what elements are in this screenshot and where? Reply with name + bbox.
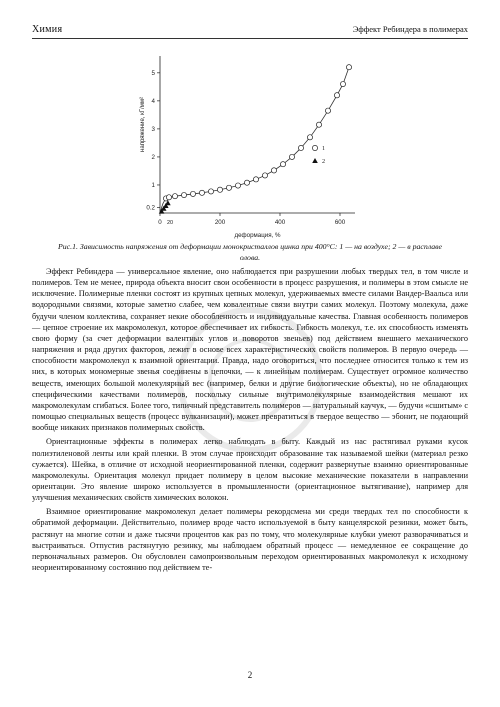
series-1-point <box>208 189 213 194</box>
x-tick-label-minor: 20 <box>166 220 174 226</box>
paragraph: Взаимное ориентирование макромолекул делает полимеры рекордсмена ми среди твердых тел по способности к обратимой деформации. Действительно, полимер вроде часто используемой в быту канцелярской резинки, может быть, растянут на многие сотни и даже тысячи процентов как раз по тому, что молекулярные клубки умеют разворачиваться и выстраиваться. Отпустив растянутую резинку, мы наблюдаем обратный процесс — немедленное ее сокращение до первоначальных размеров. Он обусловлен самопроизвольным переходом ориентированных макромолекул к исходному неориентированному состоянию под действием те- <box>32 507 468 573</box>
x-tick-label: 200 <box>214 219 226 226</box>
paragraph: Ориентационные эффекты в полимерах легко наблюдать в быту. Каждый из нас растягивал руками кусок полиэтиленовой ленты или край пленки. В этом случае происходит образование так называемой шейки (материал резко сужается). Шейка, в отличие от исходной неориентированной пленки, содержит развернутые взаимно ориентированные макромолекулы. Ориентация молекул придает полимеру в целом высокие механические показатели в направлении ориентации. Это явление широко используется в промышленности (ориентационное вытягивание), например для улучшения механических свойств химических волокон. <box>32 437 468 503</box>
series-1-point <box>346 65 351 70</box>
series-1-point <box>190 191 195 196</box>
series-1-curve <box>160 67 349 213</box>
running-header <box>32 24 468 38</box>
y-tick-label: 2 <box>151 153 155 161</box>
x-tick-label: 400 <box>274 219 286 226</box>
legend-marker-2 <box>312 158 318 163</box>
y-tick-label: 3 <box>151 125 155 133</box>
figure-1-chart <box>130 48 370 240</box>
paragraph: Эффект Ребиндера — универсальное явление, оно наблюдается при разрушении любых твердых тел, в том числе и полимеров. Тем не менее, природа объекта вносит свои особенности в процесс разрушения, и полимеры в этом смысле не исключение. Полимерные пленки состоят из крупных цепных молекул, удерживаемых вместе силами Вандер-Ваальса или водородными связями, которые заметно слабее, чем ковалентные связи внутри самих молекул. Поэтому молекула, даже будучи членом коллектива, сохраняет некие обособленность и индивидуальные качества. Главная особенность полимеров — цепное строение их макромолекул, которое обеспечивает их гибкость. Гибкость молекул, т.е. их способность изменять свою форму (за счет деформации валентных углов и поворотов звеньев) под действием внешнего механического напряжения и ряда других факторов, лежит в основе всех характеристических свойств полимеров. В первую очередь — способности макромолекул к взаимной ориентации. Правда, надо оговориться, что последнее относится только к тем из них, в которых мономерные звенья соединены в цепочки, — к линейным полимерам. Существует огромное количество веществ, имеющих большой молекулярный вес (например, белки и другие биологические объекты), но не обладающих специфическими качествами полимеров, поскольку сильные внутримолекулярные взаимодействия мешают их макромолекулам сгибаться. Более того, типичный представитель полимеров — натуральный каучук, — будучи «сшитым» с помощью специальных веществ (процесс вулканизации), может превратиться в твердое вещество — эбонит, не подающий вообще никаких признаков полимерных свойств. <box>32 267 468 433</box>
series-1-point <box>334 93 339 98</box>
series-1-point <box>172 194 177 199</box>
series-1-point <box>253 177 258 182</box>
series-1-point <box>166 195 171 200</box>
article-body <box>32 266 468 576</box>
series-1-point <box>298 145 303 150</box>
series-1-point <box>289 154 294 159</box>
series-1-point <box>307 135 312 140</box>
page-number: 2 <box>247 670 253 680</box>
y-axis-label: напряжение, кГ/мм² <box>140 97 146 152</box>
series-1-point <box>235 183 240 188</box>
series-1-point <box>244 180 249 185</box>
series-1-point <box>181 192 186 197</box>
series-1-point <box>340 81 345 86</box>
series-1-point <box>199 190 204 195</box>
series-1-point <box>271 168 276 173</box>
legend-marker-1 <box>312 145 317 150</box>
x-tick-label: 0 <box>158 219 162 226</box>
y-tick-label: 0.2 <box>146 204 155 212</box>
figure-caption: Рис.1. Зависимость напряжения от деформации монокристаллов цинка при 400°C: 1 — на воздухе; 2 — в расплаве олова. <box>58 242 442 262</box>
series-1-point <box>226 185 231 190</box>
x-tick-label: 600 <box>334 219 346 226</box>
y-tick-label: 4 <box>151 97 155 105</box>
series-1-point <box>262 173 267 178</box>
stress-strain-plot <box>130 48 370 240</box>
x-axis-label: деформация, % <box>234 232 281 239</box>
legend-label-2: 2 <box>322 158 326 165</box>
header-journal: Химия <box>32 24 63 35</box>
series-1-point <box>217 187 222 192</box>
header-rule <box>32 38 468 39</box>
header-article-title: Эффект Ребиндера в полимерах <box>352 24 468 34</box>
legend-label-1: 1 <box>322 145 326 153</box>
series-1-point <box>316 122 321 127</box>
series-1-point <box>325 108 330 113</box>
y-tick-label: 5 <box>151 69 155 77</box>
y-tick-label: 1 <box>151 181 155 189</box>
series-1-point <box>280 162 285 167</box>
